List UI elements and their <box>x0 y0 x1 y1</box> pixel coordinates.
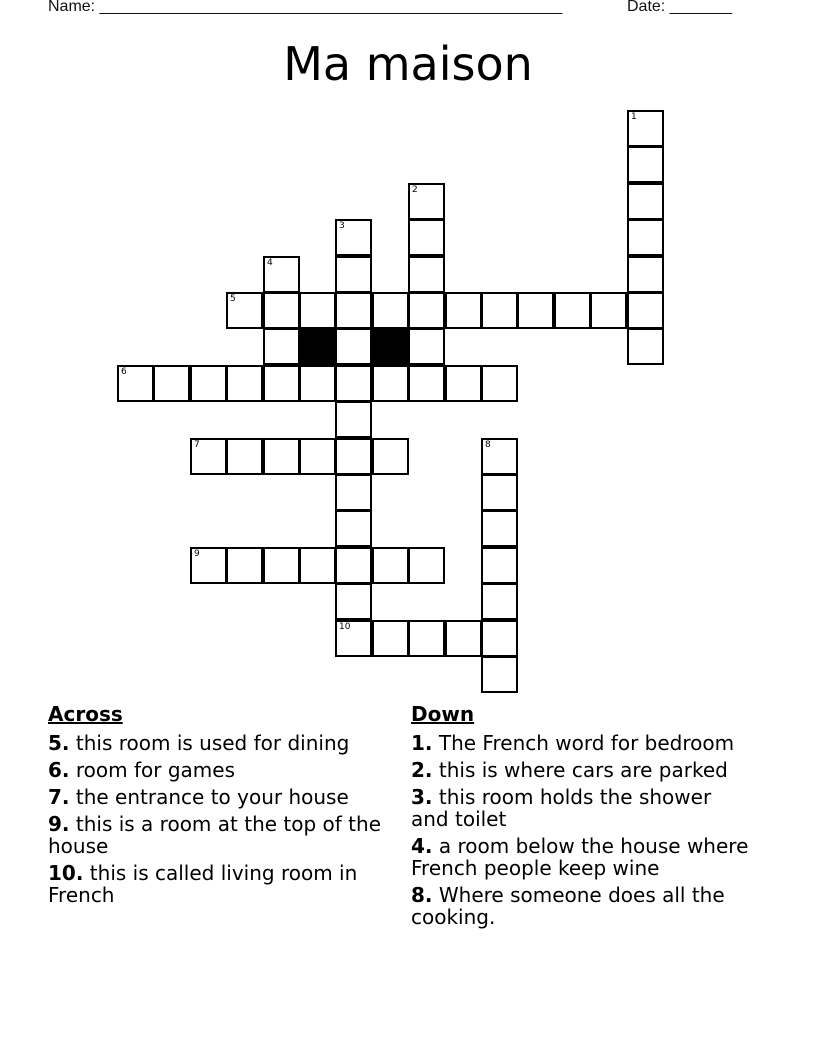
clue-number: 6 <box>121 367 127 377</box>
grid-cell[interactable] <box>481 365 518 402</box>
down-clue <box>411 759 751 781</box>
black-cell <box>372 328 409 365</box>
clue-text: this is where cars are parked <box>438 758 728 782</box>
down-clue <box>411 835 751 879</box>
grid-cell[interactable] <box>408 292 445 329</box>
grid-cell[interactable] <box>445 292 482 329</box>
grid-cell[interactable] <box>481 438 518 475</box>
grid-cell[interactable] <box>190 365 227 402</box>
across-clue <box>48 732 388 754</box>
grid-cell[interactable] <box>226 292 263 329</box>
grid-cell[interactable] <box>408 183 445 220</box>
clue-number: 6. <box>48 758 70 782</box>
clue-number: 8. <box>411 883 433 907</box>
grid-cell[interactable] <box>627 110 664 147</box>
grid-cell[interactable] <box>408 256 445 293</box>
grid-cell[interactable] <box>335 438 372 475</box>
down-clue <box>411 786 751 830</box>
grid-cell[interactable] <box>117 365 154 402</box>
grid-cell[interactable] <box>627 146 664 183</box>
clue-number: 1 <box>631 112 637 122</box>
grid-cell[interactable] <box>335 620 372 657</box>
grid-cell[interactable] <box>263 328 300 365</box>
grid-cell[interactable] <box>627 292 664 329</box>
grid-cell[interactable] <box>408 620 445 657</box>
grid-cell[interactable] <box>299 292 336 329</box>
grid-cell[interactable] <box>335 547 372 584</box>
grid-cell[interactable] <box>335 365 372 402</box>
grid-cell[interactable] <box>190 547 227 584</box>
clue-number: 4. <box>411 834 433 858</box>
grid-cell[interactable] <box>481 656 518 693</box>
clue-text: a room below the house where French people keep wine <box>411 834 749 880</box>
clue-number: 3 <box>339 221 345 231</box>
grid-cell[interactable] <box>627 328 664 365</box>
date-field-label: Date: _______ <box>627 0 732 15</box>
clue-text: this room is used for dining <box>75 731 350 755</box>
across-heading: Across <box>48 702 123 726</box>
down-clue <box>411 884 751 928</box>
grid-cell[interactable] <box>299 438 336 475</box>
clue-text: Where someone does all the cooking. <box>411 883 725 929</box>
clue-number: 7. <box>48 785 70 809</box>
grid-cell[interactable] <box>263 292 300 329</box>
across-clue <box>48 759 388 781</box>
grid-cell[interactable] <box>481 510 518 547</box>
clue-text: room for games <box>75 758 235 782</box>
grid-cell[interactable] <box>408 328 445 365</box>
grid-cell[interactable] <box>226 365 263 402</box>
clue-number: 2 <box>412 185 418 195</box>
clue-number: 2. <box>411 758 433 782</box>
black-cell <box>299 328 336 365</box>
grid-cell[interactable] <box>263 547 300 584</box>
grid-cell[interactable] <box>263 438 300 475</box>
grid-cell[interactable] <box>263 256 300 293</box>
grid-cell[interactable] <box>445 365 482 402</box>
puzzle-title: Ma maison <box>283 37 533 91</box>
clue-number: 4 <box>267 258 273 268</box>
clue-number: 10 <box>339 622 351 632</box>
down-clue <box>411 732 751 754</box>
grid-cell[interactable] <box>226 438 263 475</box>
down-clues <box>411 702 751 933</box>
clue-text: The French word for bedroom <box>438 731 735 755</box>
clue-text: this is called living room in French <box>48 861 358 907</box>
grid-cell[interactable] <box>335 401 372 438</box>
grid-cell[interactable] <box>590 292 627 329</box>
clue-text: this room holds the shower and toilet <box>411 785 712 831</box>
grid-cell[interactable] <box>481 547 518 584</box>
clue-number: 7 <box>194 440 200 450</box>
grid-cell[interactable] <box>335 510 372 547</box>
clue-number: 9. <box>48 812 70 836</box>
grid-cell[interactable] <box>445 620 482 657</box>
grid-cell[interactable] <box>372 547 409 584</box>
clue-number: 1. <box>411 731 433 755</box>
clue-number: 10. <box>48 861 84 885</box>
grid-cell[interactable] <box>408 365 445 402</box>
name-field-label: Name: ____________________________________________________ <box>48 0 563 15</box>
grid-cell[interactable] <box>263 365 300 402</box>
across-clue <box>48 862 388 906</box>
grid-cell[interactable] <box>481 474 518 511</box>
grid-cell[interactable] <box>335 583 372 620</box>
grid-cell[interactable] <box>517 292 554 329</box>
grid-cell[interactable] <box>408 219 445 256</box>
clue-number: 9 <box>194 549 200 559</box>
clue-number: 8 <box>485 440 491 450</box>
clue-number: 5 <box>230 294 236 304</box>
across-clues <box>48 702 388 911</box>
grid-cell[interactable] <box>408 547 445 584</box>
grid-cell[interactable] <box>299 547 336 584</box>
clue-number: 3. <box>411 785 433 809</box>
grid-cell[interactable] <box>190 438 227 475</box>
grid-cell[interactable] <box>372 365 409 402</box>
grid-cell[interactable] <box>299 365 336 402</box>
down-heading: Down <box>411 702 475 726</box>
grid-cell[interactable] <box>226 547 263 584</box>
clue-number: 5. <box>48 731 70 755</box>
grid-cell[interactable] <box>335 474 372 511</box>
clue-text: the entrance to your house <box>75 785 349 809</box>
grid-cell[interactable] <box>335 219 372 256</box>
grid-cell[interactable] <box>627 256 664 293</box>
across-clue <box>48 786 388 808</box>
grid-cell[interactable] <box>372 620 409 657</box>
grid-cell[interactable] <box>335 292 372 329</box>
grid-cell[interactable] <box>627 219 664 256</box>
clue-text: this is a room at the top of the house <box>48 812 381 858</box>
grid-cell[interactable] <box>481 583 518 620</box>
grid-cell[interactable] <box>554 292 591 329</box>
grid-cell[interactable] <box>335 256 372 293</box>
grid-cell[interactable] <box>627 183 664 220</box>
grid-cell[interactable] <box>481 620 518 657</box>
grid-cell[interactable] <box>153 365 190 402</box>
grid-cell[interactable] <box>372 438 409 475</box>
grid-cell[interactable] <box>481 292 518 329</box>
grid-cell[interactable] <box>335 328 372 365</box>
across-clue <box>48 813 388 857</box>
grid-cell[interactable] <box>372 292 409 329</box>
